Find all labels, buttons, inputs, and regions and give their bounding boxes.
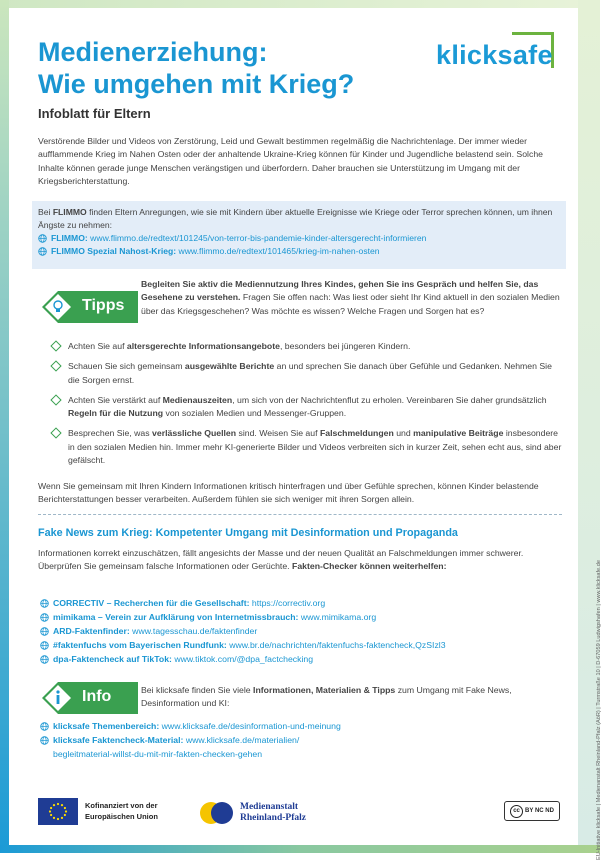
frame-top-border <box>0 0 600 8</box>
flimmo-brand: FLIMMO <box>52 207 87 217</box>
creative-commons-badge <box>504 801 560 821</box>
logo-text: klicksafe <box>436 40 553 70</box>
fakenews-heading: Fake News zum Krieg: Kompetenter Umgang mit Desinformation und Propaganda <box>38 527 458 539</box>
list-item: Besprechen Sie, was verlässliche Quellen sind. Weisen Sie auf Falschmeldungen und manipulative Beiträge insbesondere in den sozialen Medien hin. Immer mehr KI-generierte Bilder und Videos verbreiten sich in kurzer Zeit, sehen echt aus, sind aber gefälscht. <box>50 427 562 467</box>
factchecker-link-br[interactable]: #faktenfuchs vom Bayerischen Rundfunk: www.br.de/nachrichten/faktenfuchs-faktencheck,QzSIzl3 <box>40 638 560 652</box>
globe-icon <box>38 234 47 243</box>
page-title <box>38 36 354 100</box>
klicksafe-link-themenbereich[interactable]: klicksafe Themenbereich: www.klicksafe.de/desinformation-und-meinung <box>40 719 560 733</box>
title-line-2: Wie umgehen mit Krieg? <box>38 69 355 99</box>
factchecker-list <box>40 596 560 666</box>
medienanstalt-logo <box>198 800 328 828</box>
klicksafe-link-list <box>40 719 560 761</box>
medienanstalt-text: Medienanstalt Rheinland-Pfalz <box>240 802 306 823</box>
frame-bottom-border <box>0 845 600 853</box>
flimmo-box <box>32 201 566 269</box>
globe-icon <box>40 722 49 731</box>
globe-icon <box>40 613 49 622</box>
sidebar-imprint: EU-Initiative klicksafe | Medienanstalt Rheinland-Pfalz (AöR) | Turmstraße 10 | D-67059 Ludwigshafen | www.klicksafe.de <box>596 560 602 860</box>
klicksafe-link-faktencheck[interactable]: klicksafe Faktencheck-Material: www.klicksafe.de/materialien/ <box>40 733 560 747</box>
tipps-list <box>50 340 562 474</box>
frame-left-border <box>0 0 9 853</box>
eu-cofunding-text: Kofinanziert von der Europäischen Union <box>85 801 158 821</box>
factchecker-link-correctiv[interactable]: CORRECTIV – Recherchen für die Gesellschaft: https://correctiv.org <box>40 596 560 610</box>
globe-icon <box>38 247 47 256</box>
list-item: Achten Sie auf altersgerechte Informationsangebote, besonders bei jüngeren Kindern. <box>50 340 562 353</box>
diamond-bullet-icon <box>50 394 61 405</box>
globe-icon <box>40 599 49 608</box>
intro-paragraph: Verstörende Bilder und Videos von Zerstörung, Leid und Gewalt bestimmen regelmäßig die Nachrichtenlage. Der immer wieder aufflammende Krieg im Nahen Osten oder der anhaltende Ukraine-Krieg können für Kinder und Jugendliche belastend sein. Solche Inhalte können gerade junge Menschen verängstigen und überfordern. Daher brauchen sie Unterstützung im Umgang mit der Kriegsberichterstattung. <box>38 136 543 186</box>
section-divider <box>38 514 562 515</box>
globe-icon <box>40 736 49 745</box>
fakenews-paragraph: Informationen korrekt einzuschätzen, fällt angesichts der Masse und der neuen Qualität an Falschmeldungen immer schwerer. Überprüfen Sie gemeinsam falsche Informationen oder Gerüchte. Fakten-Checker können weiterhelfen: <box>38 548 524 572</box>
factchecker-link-dpa[interactable]: dpa-Faktencheck auf TikTok: www.tiktok.com/@dpa_factchecking <box>40 652 560 666</box>
outro-paragraph: Wenn Sie gemeinsam mit Ihren Kindern Informationen kritisch hinterfragen und über Gefühle sprechen, können Kinder belastende Berichterstattungen besser verarbeiten. Außerdem fühlen sie sich weniger mit ihren Sorgen allein. <box>38 481 539 505</box>
globe-icon <box>40 627 49 636</box>
info-label: Info <box>82 688 112 705</box>
flimmo-text: Bei FLIMMO finden Eltern Anregungen, wie sie mit Kindern über aktuelle Ereignisse wie Kriege oder Terror sprechen können, um ihnen Ängste zu nehmen: <box>38 207 553 230</box>
eu-flag-icon <box>38 798 78 825</box>
list-item: Achten Sie verstärkt auf Medienauszeiten, um sich von der Nachrichtenflut zu erholen. Vereinbaren Sie daher grundsätzlich Regeln für die Nutzung von sozialen Medien und Messenger-Gruppen. <box>50 394 562 421</box>
list-item: Schauen Sie sich gemeinsam ausgewählte Berichte an und sprechen Sie danach über Gefühle und Gedanken. Nehmen Sie die Sorgen ernst. <box>50 360 562 387</box>
cc-icon: cc <box>510 805 523 818</box>
title-line-1: Medienerziehung: <box>38 37 268 67</box>
tipps-badge <box>42 291 138 323</box>
info-paragraph: Bei klicksafe finden Sie viele Informationen, Materialien & Tipps zum Umgang mit Fake News, Desinformation und KI: <box>141 685 512 709</box>
info-badge <box>42 682 138 714</box>
medienanstalt-icon <box>198 800 236 826</box>
globe-icon <box>40 641 49 650</box>
flimmo-link-1[interactable]: FLIMMO: www.flimmo.de/redtext/101245/von-terror-bis-pandemie-kinder-altersgerecht-informieren <box>38 232 560 245</box>
page-subtitle: Infoblatt für Eltern <box>38 106 151 121</box>
diamond-bullet-icon <box>50 361 61 372</box>
globe-icon <box>40 655 49 664</box>
klicksafe-link-faktencheck-cont[interactable]: begleitmaterial-willst-du-mit-mir-fakten-checken-gehen <box>53 749 263 759</box>
tipps-lead: Begleiten Sie aktiv die Mediennutzung Ihres Kindes, gehen Sie ins Gespräch und helfen Sie, das Gesehene zu verstehen. Fragen Sie offen nach: Was liest oder sieht Ihr Kind aktuell in den sozialen Medien über das Kriegsgeschehen? Was möchte es wissen? Welche Fragen und Sorgen hat es? <box>141 279 560 316</box>
tipps-label: Tipps <box>82 297 125 314</box>
flimmo-link-2[interactable]: FLIMMO Spezial Nahost-Krieg: www.flimmo.de/redtext/101465/krieg-im-nahen-osten <box>38 245 560 258</box>
factchecker-link-ard[interactable]: ARD-Faktenfinder: www.tagesschau.de/faktenfinder <box>40 624 560 638</box>
diamond-bullet-icon <box>50 340 61 351</box>
factchecker-link-mimikama[interactable]: mimikama – Verein zur Aufklärung von Internetmissbrauch: www.mimikama.org <box>40 610 560 624</box>
diamond-bullet-icon <box>50 428 61 439</box>
cc-license-label: BY NC ND <box>525 808 554 814</box>
klicksafe-logo[interactable] <box>436 40 554 76</box>
eu-cofunding-logo <box>38 798 188 826</box>
